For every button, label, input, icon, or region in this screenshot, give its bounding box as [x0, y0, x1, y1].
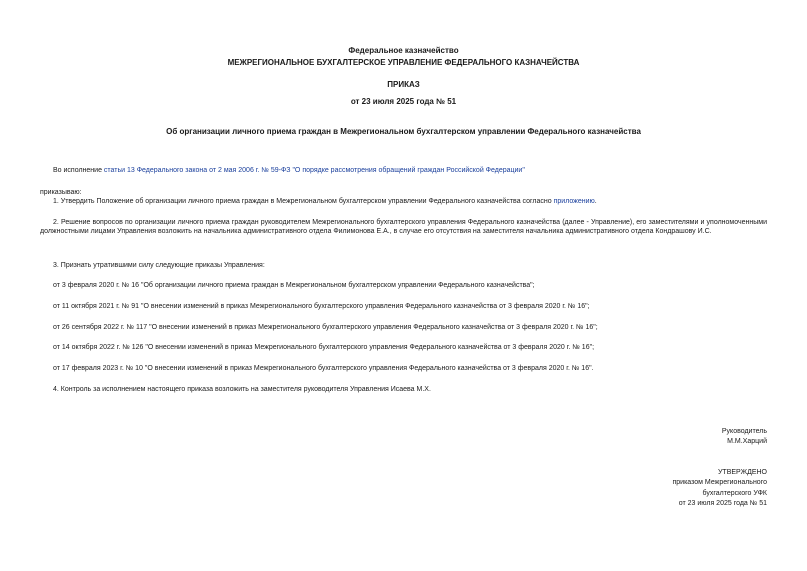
document-title: Об организации личного приема граждан в Межрегиональном бухгалтерском управлении Федерального казначейства: [166, 127, 641, 136]
item-3: 3. Признать утратившими силу следующие приказы Управления:: [53, 262, 265, 269]
signature-position: Руководитель: [721, 428, 767, 435]
document-type: ПРИКАЗ: [387, 80, 420, 89]
appendix-link[interactable]: приложению: [553, 198, 595, 205]
approval-line-3: бухгалтерского УФК: [702, 490, 767, 497]
revoked-order-1: от 3 февраля 2020 г. № 16 "Об организации личного приема граждан в Межрегиональном бухгалтерском управлении Федерального казначейства";: [53, 282, 535, 289]
revoked-order-5: от 17 февраля 2023 г. № 10 "О внесении изменений в приказ Межрегионального бухгалтерского управления Федерального казначейства от 3 февраля 2020 г. № 16".: [53, 365, 594, 372]
approval-line-4: от 23 июля 2025 года № 51: [678, 500, 767, 507]
item-1-text: 1. Утвердить Положение об организации личного приема граждан в Межрегиональном бухгалтерском управлении Федерального казначейства согласно: [53, 198, 554, 205]
item-2: 2. Решение вопросов по организации личного приема граждан руководителем Межрегионального бухгалтерского управления Федерального казначейства (далее - Управление), его заместителями и уполномоченными должностными лицами Управления возложить на начальника административного отдела Филимонова Е.А., в случае его отсутствия на заместителя начальника административного отдела Кондрашову И.С.: [40, 219, 767, 235]
item-1: [53, 197, 597, 206]
preamble-text: Во исполнение: [53, 167, 104, 174]
document-date-number: от 23 июля 2025 года № 51: [350, 97, 457, 106]
approval-stamp-title: УТВЕРЖДЕНО: [717, 469, 767, 476]
approval-line-2: приказом Межрегионального: [672, 479, 767, 486]
law-article-link[interactable]: статьи 13 Федерального закона от 2 мая 2006 г. № 59-ФЗ "О порядке рассмотрения обращений граждан Российской Федерации": [103, 167, 525, 174]
department-name: МЕЖРЕГИОНАЛЬНОЕ БУХГАЛТЕРСКОЕ УПРАВЛЕНИЕ ФЕДЕРАЛЬНОГО КАЗНАЧЕЙСТВА: [227, 58, 580, 67]
agency-name: Федеральное казначейство: [348, 46, 459, 55]
revoked-order-2: от 11 октября 2021 г. № 91 "О внесении изменений в приказ Межрегионального бухгалтерского управления Федерального казначейства от 3 февраля 2020 г. № 16";: [53, 303, 590, 310]
revoked-order-4: от 14 октября 2022 г. № 126 "О внесении изменений в приказ Межрегионального бухгалтерского управления Федерального казначейства от 3 февраля 2020 г. № 16";: [53, 344, 595, 351]
signature-name: М.М.Харций: [727, 438, 767, 445]
preamble: [53, 166, 525, 175]
item-4: 4. Контроль за исполнением настоящего приказа возложить на заместителя руководителя Управления Исаева М.Х.: [53, 386, 431, 393]
revoked-order-3: от 26 сентября 2022 г. № 117 "О внесении изменений в приказ Межрегионального бухгалтерского управления Федерального казначейства от 3 февраля 2020 г. № 16";: [53, 324, 598, 331]
item-1-end: .: [594, 198, 597, 205]
order-word: приказываю:: [40, 189, 82, 196]
